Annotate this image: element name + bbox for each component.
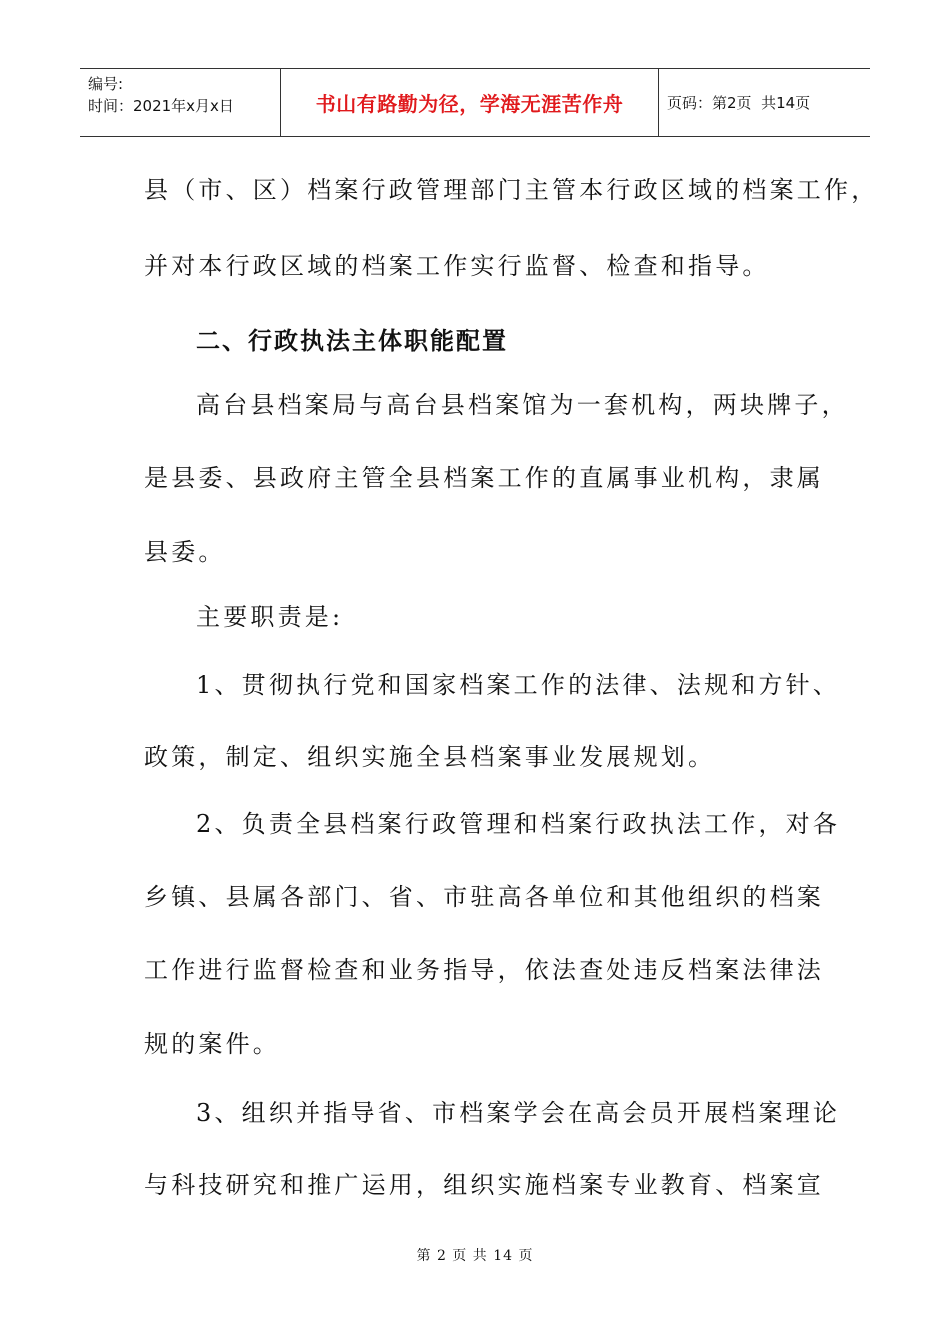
list-item-line: 工作进行监督检查和业务指导，依法查处违反档案法律法 bbox=[144, 956, 824, 984]
header-meta bbox=[80, 69, 281, 136]
paragraph-line: 高台县档案局与高台县档案馆为一套机构，两块牌子， bbox=[196, 391, 849, 419]
paragraph-line: 并对本行政区域的档案工作实行监督、检查和指导。 bbox=[144, 252, 770, 280]
list-item-line: 3、组织并指导省、市档案学会在高会员开展档案理论 bbox=[196, 1099, 841, 1127]
page-info-text: 页码：第2页 共14页 bbox=[667, 94, 811, 112]
section-heading: 二、行政执法主体职能配置 bbox=[196, 327, 508, 355]
list-item-line: 政策，制定、组织实施全县档案事业发展规划。 bbox=[144, 743, 716, 771]
list-item-line: 乡镇、县属各部门、省、市驻高各单位和其他组织的档案 bbox=[144, 883, 824, 911]
header-motto: 书山有路勤为径，学海无涯苦作舟 bbox=[281, 69, 659, 136]
paragraph-line: 县（市、区）档案行政管理部门主管本行政区域的档案工作， bbox=[144, 176, 879, 204]
list-item-line: 2、负责全县档案行政管理和档案行政执法工作，对各 bbox=[196, 810, 841, 838]
list-item-line: 规的案件。 bbox=[144, 1030, 280, 1058]
paragraph-line: 县委。 bbox=[144, 538, 226, 566]
paragraph-line: 是县委、县政府主管全县档案工作的直属事业机构，隶属 bbox=[144, 464, 824, 492]
time-label: 时间：2021年x月x日 bbox=[88, 97, 234, 115]
page-footer: 第 2 页 共 14 页 bbox=[416, 1248, 534, 1264]
list-item-line: 1、贯彻执行党和国家档案工作的法律、法规和方针、 bbox=[196, 671, 841, 699]
page-header bbox=[80, 68, 870, 137]
header-page-info bbox=[659, 69, 870, 136]
number-label: 编号: bbox=[88, 75, 124, 93]
list-item-line: 与科技研究和推广运用，组织实施档案专业教育、档案宣 bbox=[144, 1171, 824, 1199]
paragraph-line: 主要职责是: bbox=[196, 603, 344, 631]
